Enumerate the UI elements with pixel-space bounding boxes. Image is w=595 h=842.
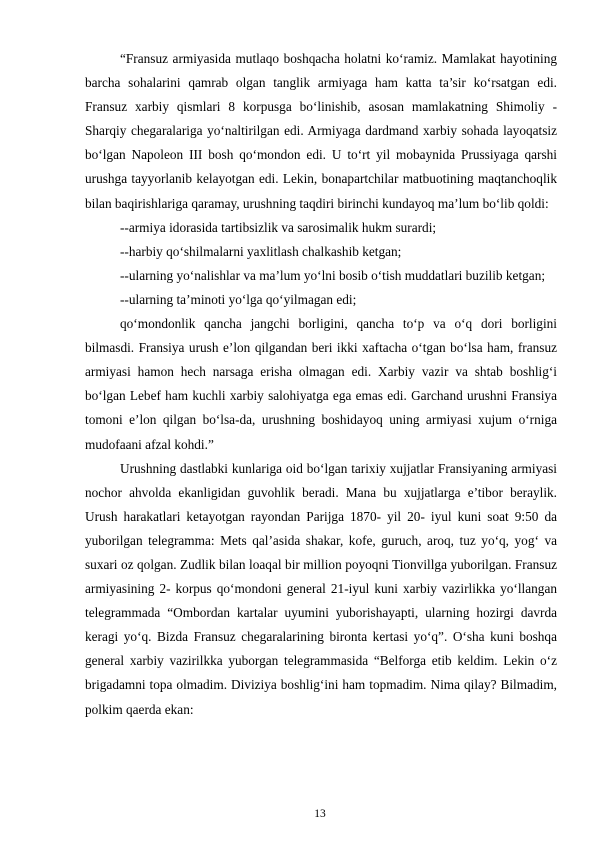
page-number: 13: [314, 808, 326, 820]
list-item-deadlines-broken: --ularning yo‘nalishlar va ma’lum yo‘lni bosib o‘tish muddatlari buzilib ketgan;: [120, 267, 546, 283]
list-item-disorder: --armiya idorasida tartibsizlik va sarosimalik hukm surardi;: [120, 219, 437, 235]
list-item-supply-missing: --ularning ta’minoti yo‘lga qo‘yilmagan edi;: [120, 291, 357, 307]
body-text: [85, 47, 557, 722]
paragraph-command-ignorance: qo‘mondonlik qancha jangchi borligini, qancha to‘p va o‘q dori borligini bilmasdi. Fransiya urush e’lon qilgandan beri ikki xaftacha o‘tgan bo‘lsa ham, fransuz armiyasi hamon hech narsaga erisha olmagan edi. Xarbiy vazir va shtab boshlig‘i bo‘lgan Lebef ham kuchli xarbiy salohiyatga ega emas edi. Garchand urushni Fransiya tomoni e’lon qilgan bo‘lsa-da, urushning boshidayoq uning armiyasi xujum o‘rniga mudofaani afzal kohdi.”: [85, 316, 557, 452]
paragraph-historical-documents: Urushning dastlabki kunlariga oid bo‘lgan tarixiy xujjatlar Fransiyaning armiyasi nochor ahvolda ekanligidan guvohlik beradi. Mana bu xujjatlarga e’tibor beraylik. Urush harakatlari ketayotgan rayondan Parijga 1870- yil 20- iyul kuni soat 9:50 da yuborilgan telegramma: Mets qal’asida shakar, kofe, guruch, aroq, tuz yo‘q, yog‘ va suxari oz qolgan. Zudlik bilan loaqal bir million poyoqni Tionvillga yuborilgan. Fransuz armiyasining 2- korpus qo‘mondoni general 21-iyul kuni xarbiy vazirlikka yo‘llangan telegrammada “Ombordan kartalar uyumini yuborishayapti, ularning hozirgi davrda keragi yo‘q. Bizda Fransuz chegaralarining bironta kertasi yo‘q”. O‘sha kuni boshqa general xarbiy vazirilkka yuborgan telegrammasida “Belforga etib keldim. Lekin o‘z brigadamni topa olmadim. Diviziya boshlig‘ini ham topmadim. Nima qilay? Bilmadim, polkim qaerda ekan:: [85, 460, 557, 717]
paragraph-french-army-intro: “Fransuz armiyasida mutlaqo boshqacha holatni ko‘ramiz. Mamlakat hayotining barcha sohalarini qamrab olgan tanglik armiyaga ham katta ta’sir ko‘rsatgan edi. Fransuz xarbiy qismlari 8 korpusga bo‘linishib, asosan mamlakatning Shimoliy - Sharqiy chegaralariga yo‘naltirilgan edi. Armiyaga dardmand xarbiy sohada layoqatsiz bo‘lgan Napoleon III bosh qo‘mondon edi. U to‘rt yil mobaynida Prussiyaga qarshi urushga tayyorlanib kelayotgan edi. Lekin, bonapartchilar matbuotining maqtanchoqlik bilan baqirishlariga qaramay, urushning taqdiri birinchi kundayoq ma’lum bo‘lib qoldi:: [85, 51, 557, 211]
list-item-units-confused: --harbiy qo‘shilmalarni yaxlitlash chalkashib ketgan;: [120, 243, 402, 259]
